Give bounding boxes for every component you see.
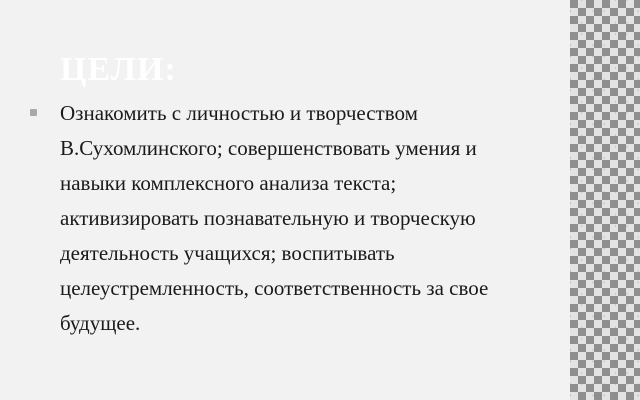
slide-title: ЦЕЛИ: (60, 51, 177, 88)
decorative-pattern-strip (570, 0, 640, 400)
bullet-list (30, 96, 535, 341)
bullet-item (30, 96, 535, 341)
bullet-text: Ознакомить с личностью и творчеством В.Сухомлинского; совершенствовать умения и навыки комплексного анализа текста; активизировать познавательную и творческую деятельность учащихся; воспитывать целеустремленность, соответственность за свое будущее. (60, 101, 489, 335)
bullet-square-icon (30, 109, 37, 116)
